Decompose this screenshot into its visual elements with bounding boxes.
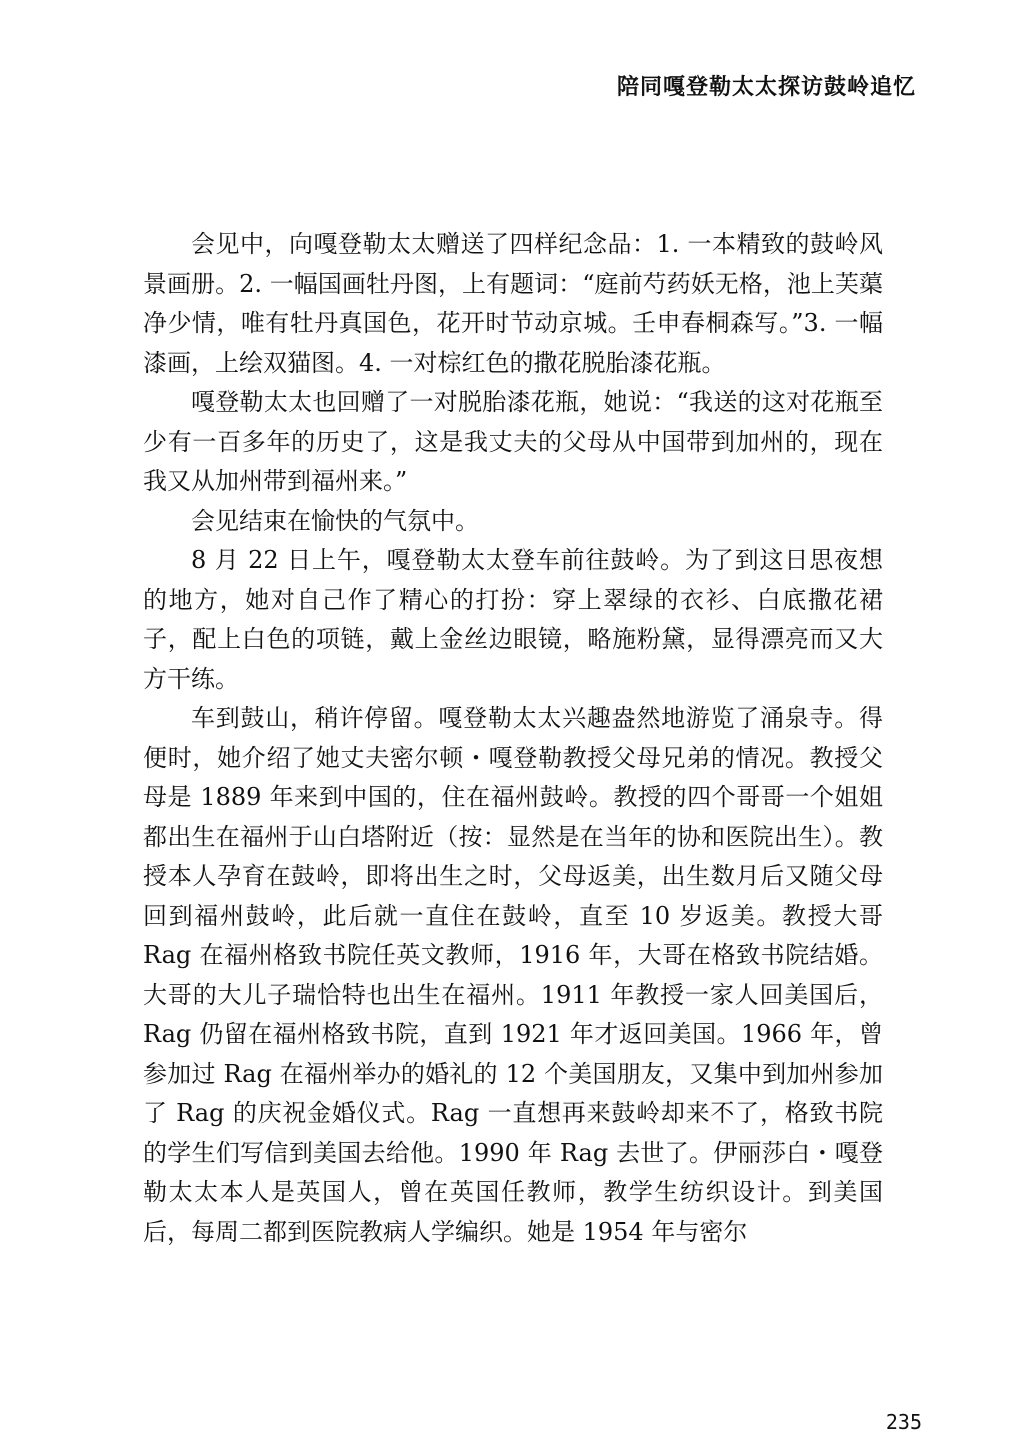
paragraph: 会见结束在愉快的气氛中。 [191, 506, 479, 535]
body-text [143, 225, 883, 1252]
paragraph: 车到鼓山，稍许停留。嘎登勒太太兴趣盎然地游览了涌泉寺。得便时，她介绍了她丈夫密尔顿・嘎登勒教授父母兄弟的情况。教授父母是 1889 年来到中国的，住在福州鼓岭。教授的四个哥哥一个姐姐都出生在福州于山白塔附近（按：显然是在当年的协和医院出生）。教授本人孕育在鼓岭，即将出生之时，父母返美，出生数月后又随父母回到福州鼓岭，此后就一直住在鼓岭，直至 10 岁返美。教授大哥 Rag 在福州格致书院任英文教师，1916 年，大哥在格致书院结婚。大哥的大儿子瑞恰特也出生在福州。1911 年教授一家人回美国后，Rag 仍留在福州格致书院，直到 1921 年才返回美国。1966 年，曾参加过 Rag 在福州举办的婚礼的 12 个美国朋友，又集中到加州参加了 Rag 的庆祝金婚仪式。Rag 一直想再来鼓岭却来不了，格致书院的学生们写信到美国去给他。1990 年 Rag 去世了。伊丽莎白・嘎登勒太太本人是英国人，曾在英国任教师，教学生纺织设计。到美国后，每周二都到医院教病人学编织。她是 1954 年与密尔 [143, 704, 883, 1246]
paragraph: 嘎登勒太太也回赠了一对脱胎漆花瓶，她说：“我送的这对花瓶至少有一百多年的历史了，这是我丈夫的父母从中国带到加州的，现在我又从加州带到福州来。” [143, 388, 883, 495]
page-number: 235 [885, 1410, 922, 1434]
running-header: 陪同嘎登勒太太探访鼓岭追忆 [616, 74, 916, 100]
paragraph: 8 月 22 日上午，嘎登勒太太登车前往鼓岭。为了到这日思夜想的地方，她对自己作了精心的打扮：穿上翠绿的衣衫、白底撒花裙子，配上白色的项链，戴上金丝边眼镜，略施粉黛，显得漂亮而又大方干练。 [143, 546, 883, 693]
paragraph: 会见中，向嘎登勒太太赠送了四样纪念品：1. 一本精致的鼓岭风景画册。2. 一幅国画牡丹图，上有题词：“庭前芍药妖无格，池上芙蕖净少情，唯有牡丹真国色，花开时节动京城。壬申春桐森写。”3. 一幅漆画，上绘双猫图。4. 一对棕红色的撒花脱胎漆花瓶。 [143, 230, 883, 377]
